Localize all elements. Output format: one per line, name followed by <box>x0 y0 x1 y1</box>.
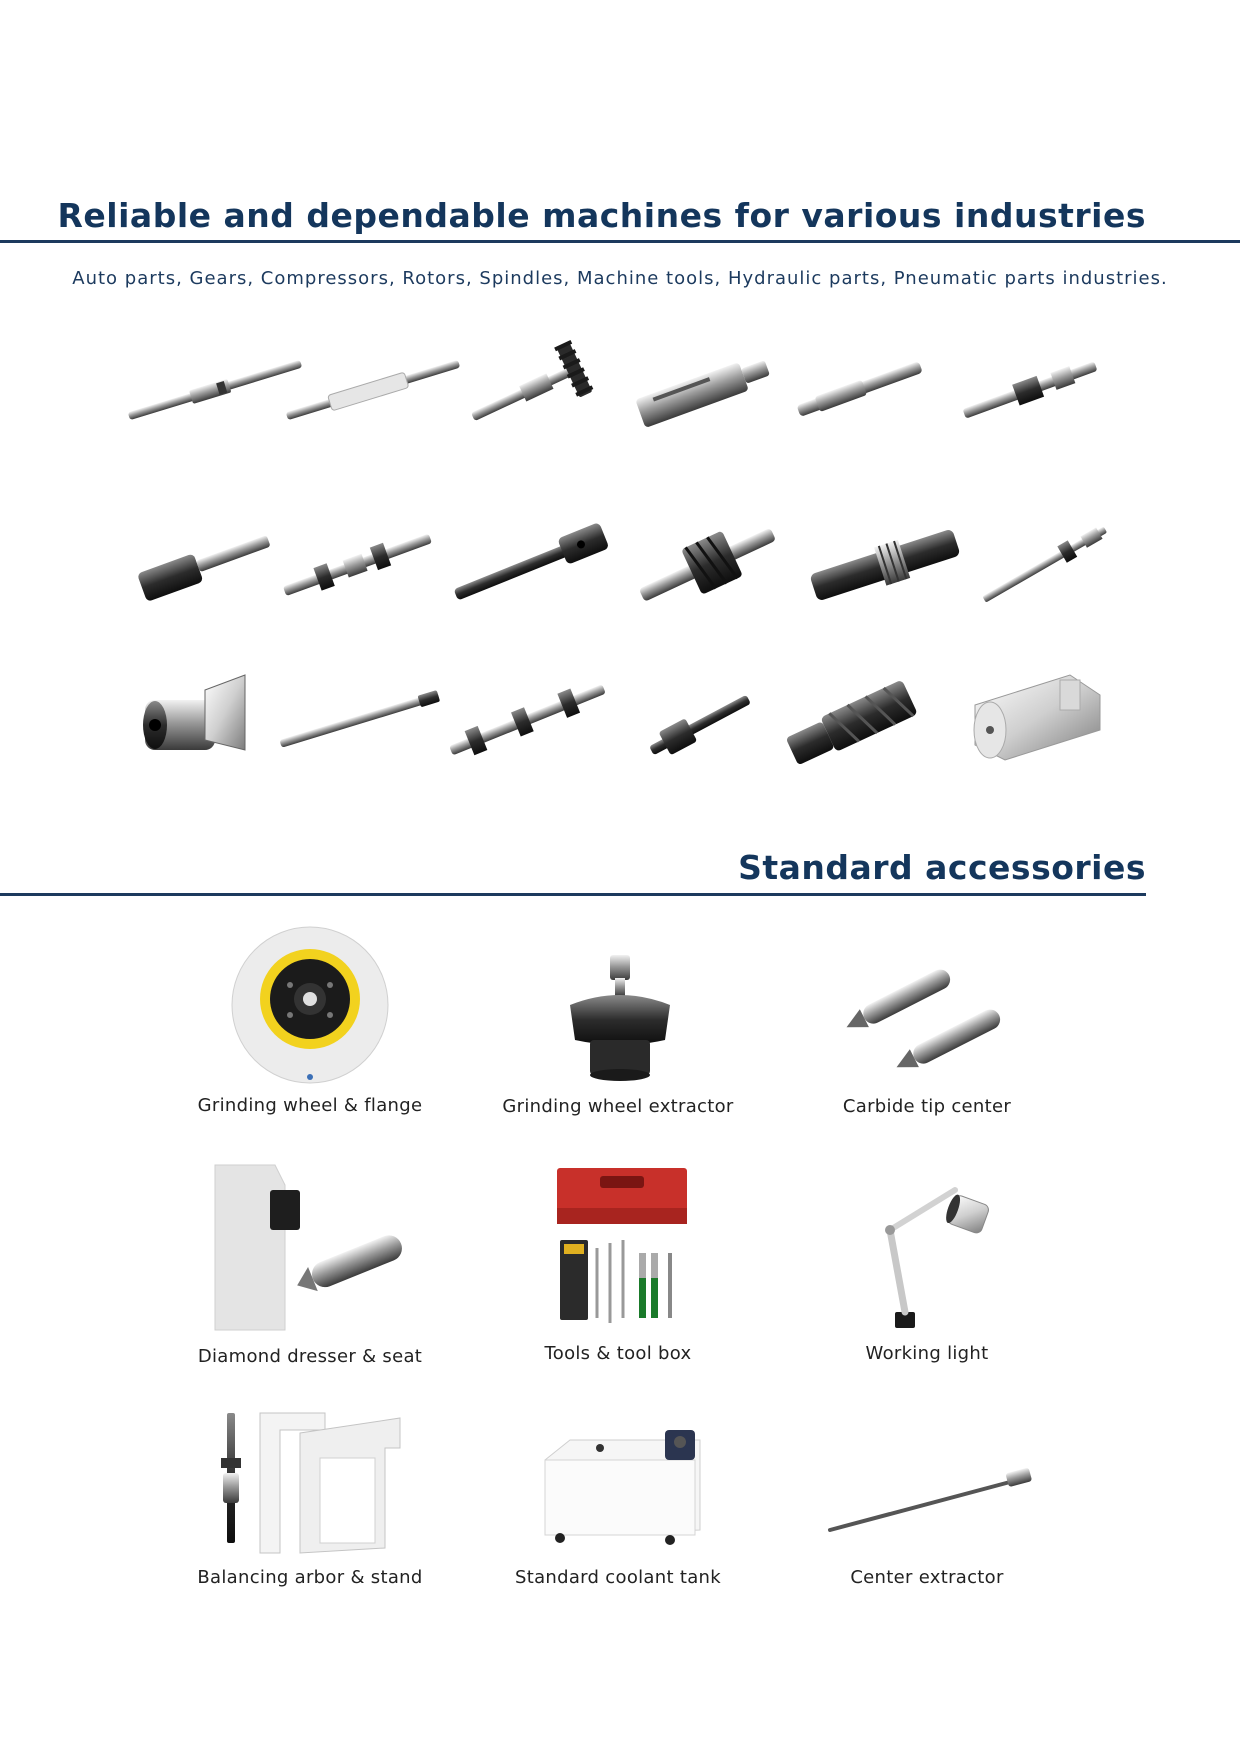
part-image-coated-shaft <box>278 340 468 440</box>
part-image-thin-threaded-shaft <box>970 510 1120 620</box>
accessories-title: Standard accessories <box>738 848 1146 887</box>
balancing-arbor-icon <box>215 1408 405 1558</box>
diamond-dresser-icon <box>215 1165 405 1330</box>
grinding-wheel-icon <box>230 925 390 1085</box>
part-image-aluminum-block <box>960 655 1110 775</box>
part-image-short-rotor <box>640 680 760 770</box>
accessory-caption: Carbide tip center <box>842 1096 1012 1117</box>
working-light-icon <box>860 1180 990 1330</box>
part-image-stepped-shaft <box>790 345 930 435</box>
part-image-pinion-shaft <box>955 345 1105 435</box>
accessory-caption: Grinding wheel extractor <box>502 1096 734 1117</box>
industries-subtitle: Auto parts, Gears, Compressors, Rotors, Spindles, Machine tools, Hydraulic parts, Pneumatic parts industries. <box>72 268 1168 289</box>
accessories-divider <box>0 893 1146 896</box>
accessory-caption: Balancing arbor & stand <box>197 1567 423 1588</box>
part-image-gear-spindle <box>805 515 965 615</box>
part-image-gear-shaft <box>462 335 602 445</box>
accessory-caption: Tools & tool box <box>544 1343 692 1364</box>
accessory-caption: Standard coolant tank <box>515 1567 721 1588</box>
carbide-center-icon <box>840 960 1015 1080</box>
part-image-long-rod <box>272 670 447 770</box>
part-image-valve-body <box>135 660 255 770</box>
industries-divider <box>0 240 1240 243</box>
part-image-black-adapter-shaft <box>130 520 280 610</box>
part-image-splined-shaft <box>628 340 778 440</box>
accessory-caption: Grinding wheel & flange <box>197 1095 423 1116</box>
part-image-multi-cam-shaft <box>440 665 615 775</box>
coolant-tank-icon <box>540 1430 705 1555</box>
accessory-caption: Working light <box>865 1343 989 1364</box>
industries-title: Reliable and dependable machines for various industries <box>57 196 1146 235</box>
part-image-screw-rotor <box>780 665 940 775</box>
accessory-caption: Diamond dresser & seat <box>197 1346 423 1367</box>
toolbox-icon <box>555 1168 690 1328</box>
center-extractor-icon <box>825 1460 1035 1540</box>
part-image-helical-gear-shaft <box>630 510 785 620</box>
accessory-caption: Center extractor <box>850 1567 1004 1588</box>
part-image-cam-shaft <box>275 520 440 610</box>
wheel-extractor-icon <box>555 950 685 1085</box>
part-image-bored-shaft <box>445 515 615 615</box>
